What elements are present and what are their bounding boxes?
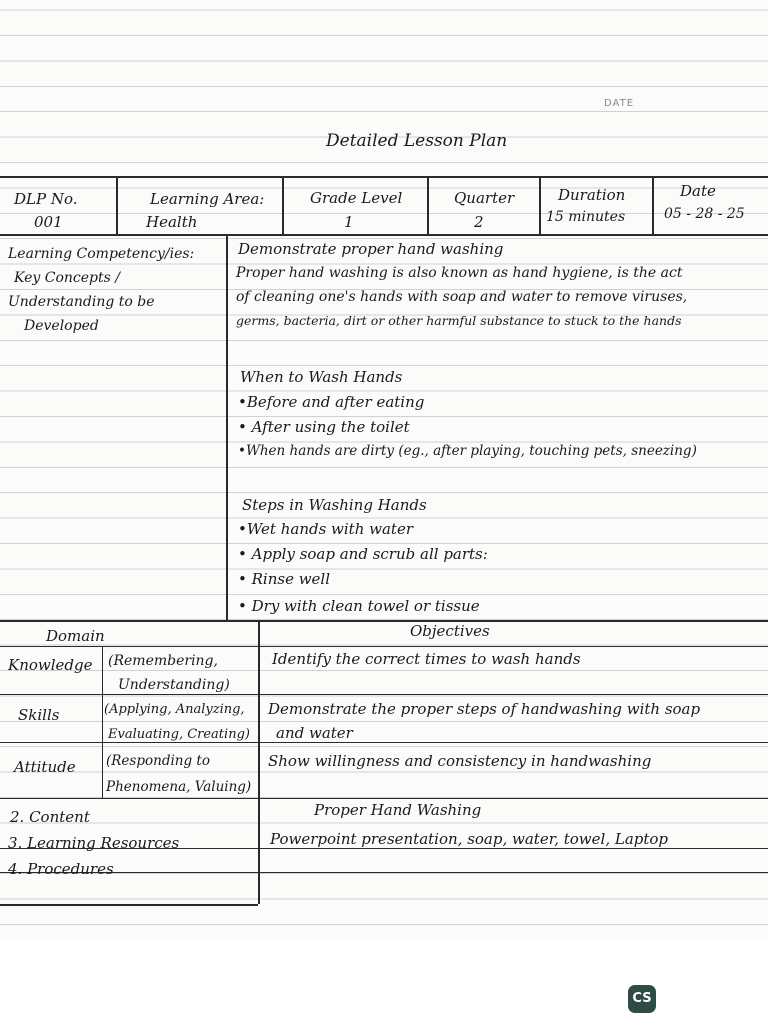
competency-bullet: • Rinse well bbox=[238, 570, 331, 588]
domain-level: Understanding) bbox=[118, 677, 230, 693]
domain-level: (Applying, Analyzing, bbox=[104, 702, 245, 717]
objective-text: Demonstrate the proper steps of handwashing with soap bbox=[268, 700, 701, 718]
objective-text: Identify the correct times to wash hands bbox=[272, 650, 581, 668]
objectives-header: Objectives bbox=[410, 622, 490, 640]
header-label-dlp-no: DLP No. bbox=[14, 190, 78, 208]
header-value-dlp-no: 001 bbox=[34, 213, 63, 231]
section-label-content: 2. Content bbox=[10, 808, 90, 826]
section-value-content: Proper Hand Washing bbox=[314, 801, 482, 819]
header-value-date: 05 - 28 - 25 bbox=[664, 206, 745, 222]
objective-text: and water bbox=[276, 724, 353, 742]
competency-subheading: When to Wash Hands bbox=[240, 368, 403, 386]
header-label-learning-area: Learning Area: bbox=[150, 190, 265, 208]
competency-subheading: Steps in Washing Hands bbox=[242, 496, 427, 514]
competency-line: Proper hand washing is also known as hand hygiene, is the act bbox=[236, 265, 683, 281]
competency-bullet: •Wet hands with water bbox=[238, 520, 413, 538]
competency-bullet: • After using the toilet bbox=[238, 418, 410, 436]
competency-label-line-3: Understanding to be bbox=[8, 294, 155, 310]
domain-header: Domain bbox=[46, 627, 105, 645]
header-value-duration: 15 minutes bbox=[546, 209, 626, 225]
competency-label-line-1: Learning Competency/ies: bbox=[8, 246, 195, 262]
competency-line: of cleaning one's hands with soap and water to remove viruses, bbox=[236, 289, 688, 305]
domain-level: Evaluating, Creating) bbox=[108, 727, 250, 742]
competency-label-line-2: Key Concepts / bbox=[14, 270, 120, 286]
header-value-learning-area: Health bbox=[146, 213, 198, 231]
competency-label-line-4: Developed bbox=[24, 318, 99, 334]
header-label-quarter: Quarter bbox=[454, 189, 515, 207]
header-value-quarter: 2 bbox=[474, 213, 484, 231]
competency-bullet: •When hands are dirty (eg., after playing, touching pets, sneezing) bbox=[238, 443, 697, 459]
competency-bullet: • Apply soap and scrub all parts: bbox=[238, 545, 488, 563]
competency-line: Demonstrate proper hand washing bbox=[238, 240, 504, 258]
competency-bullet: • Dry with clean towel or tissue bbox=[238, 597, 480, 615]
header-label-date: Date bbox=[680, 182, 716, 200]
header-label-duration: Duration bbox=[558, 186, 626, 204]
competency-bullet: •Before and after eating bbox=[238, 393, 425, 411]
page-title: Detailed Lesson Plan bbox=[326, 131, 508, 151]
domain-name-knowledge: Knowledge bbox=[8, 656, 93, 674]
header-value-grade-level: 1 bbox=[344, 213, 354, 231]
date-stamp: DATE bbox=[604, 98, 635, 109]
domain-name-skills: Skills bbox=[18, 706, 60, 724]
section-label-learning-resources: 3. Learning Resources bbox=[8, 834, 180, 852]
domain-name-attitude: Attitude bbox=[14, 758, 76, 776]
section-label-procedures: 4. Procedures bbox=[8, 860, 114, 878]
domain-level: (Responding to bbox=[106, 753, 210, 769]
objective-text: Show willingness and consistency in handwashing bbox=[268, 752, 652, 770]
camscanner-badge: CS bbox=[628, 985, 656, 1013]
domain-level: (Remembering, bbox=[108, 653, 218, 669]
section-value-learning-resources: Powerpoint presentation, soap, water, towel, Laptop bbox=[270, 830, 669, 848]
header-label-grade-level: Grade Level bbox=[310, 189, 403, 207]
domain-level: Phenomena, Valuing) bbox=[106, 779, 252, 795]
competency-line: germs, bacteria, dirt or other harmful substance to stuck to the hands bbox=[236, 313, 682, 328]
